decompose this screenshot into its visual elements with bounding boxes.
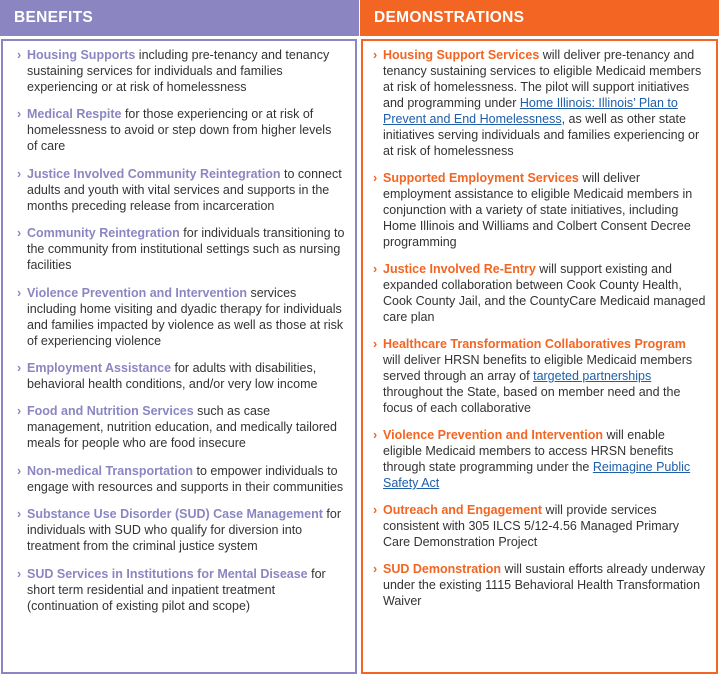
demonstration-description: will support existing and expanded collaboration between Cook County Health, Cook County Jail, and the CountyCare Medicaid managed care plan [383,262,706,324]
demonstration-link[interactable]: Reimagine Public Safety Act [383,460,691,490]
chevron-right-icon: › [373,262,378,276]
benefit-description: services including home visiting and dyadic therapy for individuals and families impacted by violence as well as those at risk of experiencing violence [27,285,344,348]
benefit-term: Community Reintegration [27,226,180,241]
demonstration-item [373,261,706,325]
demonstrations-header: DEMONSTRATIONS [360,0,719,36]
benefit-item [17,463,345,495]
benefits-column [0,0,359,675]
benefit-item [17,506,345,554]
benefit-term: SUD Services in Institutions for Mental Disease [27,566,308,581]
demonstration-item [373,47,706,159]
demonstration-item [373,561,706,609]
chevron-right-icon: › [373,337,378,351]
benefit-description: to connect adults and youth with vital services and supports in the months preceding release from incarceration [27,166,342,213]
chevron-right-icon: › [17,566,22,581]
demonstration-item [373,427,706,491]
benefit-item [17,47,345,95]
chevron-right-icon: › [17,48,22,62]
benefit-description: such as case management, nutrition education, and medically tailored meals for people who are food insecure [27,404,337,451]
benefit-term: Food and Nutrition Services [27,404,194,419]
chevron-right-icon: › [17,285,22,300]
demonstration-description: will enable eligible Medicaid members to access HRSN benefits through state programming under the [383,428,674,474]
demonstrations-column [360,0,719,675]
benefit-description: for those experiencing or at risk of homelessness to avoid or step down from higher levels of care [27,107,332,154]
benefit-description: to empower individuals to engage with resources and supports in their communities [27,463,344,494]
demonstration-description-cont: throughout the State, based on member need and the focus of each collaborative [383,385,681,415]
demonstration-item [373,336,706,416]
chevron-right-icon: › [373,171,378,185]
chevron-right-icon: › [373,503,378,517]
benefit-term: Housing Supports [27,48,136,62]
demonstrations-box [361,39,718,674]
demonstration-link[interactable]: Home Illinois: Illinois’ Plan to Prevent and End Homelessness [383,96,678,126]
chevron-right-icon: › [17,404,22,419]
benefit-description: for short term residential and inpatient treatment (continuation of existing pilot and scope) [27,566,326,613]
demonstration-term: Violence Prevention and Intervention [383,428,603,442]
chevron-right-icon: › [17,226,22,241]
benefit-term: Non-medical Transportation [27,463,193,478]
benefits-header: BENEFITS [0,0,359,36]
benefits-list [17,47,345,614]
demonstration-term: Justice Involved Re-Entry [383,262,536,276]
chevron-right-icon: › [17,463,22,478]
benefit-term: Justice Involved Community Reintegration [27,166,281,181]
demonstration-term: Healthcare Transformation Collaboratives Program [383,337,686,351]
benefit-item [17,106,345,154]
benefit-item [17,285,345,349]
demonstration-description: will deliver employment assistance to eligible Medicaid members in conjunction with a variety of state initiatives, including Home Illinois and Williams and Colbert Consent Decree programming [383,171,693,249]
demonstration-item [373,502,706,550]
demonstration-description: will deliver HRSN benefits to eligible Medicaid members served through an array of [383,353,693,383]
benefit-item [17,166,345,214]
demonstrations-list [373,47,706,609]
demonstration-term: Outreach and Engagement [383,503,543,517]
chevron-right-icon: › [373,562,378,576]
benefit-item [17,225,345,273]
demonstration-term: SUD Demonstration [383,562,502,576]
benefit-item [17,360,345,392]
benefit-item [17,566,345,614]
benefit-item [17,403,345,451]
demonstration-description: will deliver pre-tenancy and tenancy sustaining services to eligible Medicaid members at risk of homelessness. The pilot will support initiatives and programming under [383,48,702,110]
chevron-right-icon: › [17,360,22,375]
chevron-right-icon: › [373,48,378,62]
benefits-box [1,39,357,674]
benefit-term: Substance Use Disorder (SUD) Case Management [27,507,323,522]
benefit-description: for adults with disabilities, behavioral health conditions, and/or very low income [27,360,318,391]
benefit-description: for individuals transitioning to the community from institutional settings such as nursing facilities [27,226,345,273]
chevron-right-icon: › [373,428,378,442]
chevron-right-icon: › [17,166,22,181]
demonstration-link[interactable]: targeted partnerships [533,369,652,383]
demonstration-description: will sustain efforts already underway under the existing 1115 Behavioral Health Transformation Waiver [383,562,706,608]
chevron-right-icon: › [17,507,22,522]
benefit-description: for individuals with SUD who qualify for diversion into treatment from the criminal justice system [27,507,341,554]
benefit-term: Medical Respite [27,107,122,122]
demonstration-term: Supported Employment Services [383,171,579,185]
demonstration-term: Housing Support Services [383,48,540,62]
benefit-description: including pre-tenancy and tenancy sustaining services for individuals and families experiencing or at risk of homelessness [27,48,330,94]
demonstration-item [373,170,706,250]
demonstration-description-cont: , as well as other state initiatives serving individuals and families experiencing or at risk of homelessness [383,112,700,158]
chevron-right-icon: › [17,107,22,122]
demonstration-description: will provide services consistent with 305 ILCS 5/12-4.56 Managed Primary Care Demonstration Project [383,503,679,549]
benefit-term: Employment Assistance [27,360,172,375]
benefit-term: Violence Prevention and Intervention [27,285,247,300]
